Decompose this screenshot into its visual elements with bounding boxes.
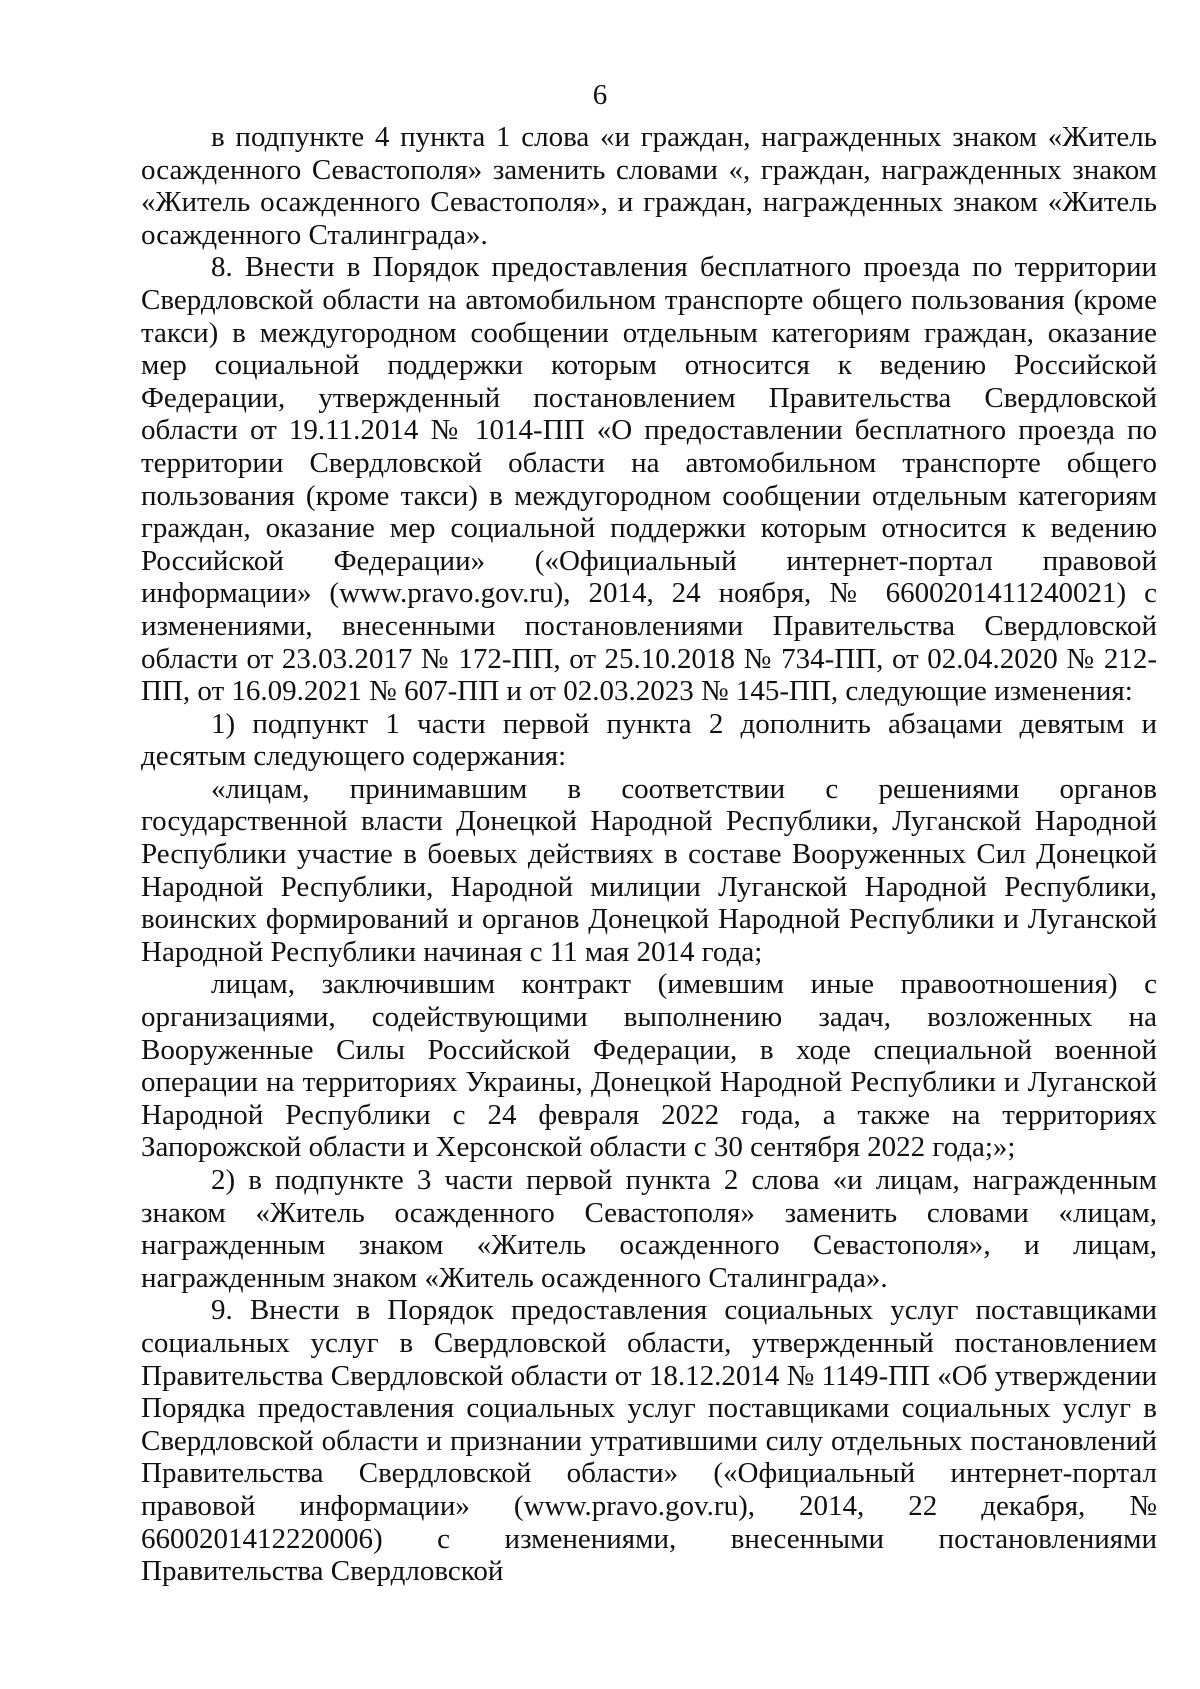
paragraph-change-1: 1) подпункт 1 части первой пункта 2 дополнить абзацами девятым и десятым следующего содержания: [141, 707, 1157, 773]
paragraph-change-2: 2) в подпункте 3 части первой пункта 2 слова «и лицам, награжденным знаком «Житель осажденного Севастополя» заменить словами «лицам, награжденным знаком «Житель осажденного Севастополя», и лицам, награжденным знаком «Житель осажденного Сталинграда». [141, 1164, 1157, 1294]
page-number: 6 [592, 79, 608, 111]
document-body [141, 121, 1157, 1588]
paragraph-item-9: 9. Внести в Порядок предоставления социальных услуг поставщиками социальных услуг в Свердловской области, утвержденный постановлением Правительства Свердловской области от 18.12.2014 № 1149-ПП «Об утверждении Порядка предоставления социальных услуг поставщиками социальных услуг в Свердловской области и признании утратившими силу отдельных постановлений Правительства Свердловской области» («Официальный интернет-портал правовой информации» (www.pravo.gov.ru), 2014, 22 декабря, № 6600201412220006) с изменениями, внесенными постановлениями Правительства Свердловской [141, 1294, 1157, 1588]
paragraph-subpoint-4-amendment: в подпункте 4 пункта 1 слова «и граждан, награжденных знаком «Житель осажденного Севастополя» заменить словами «, граждан, награжденных знаком «Житель осажденного Севастополя», и граждан, награжденных знаком «Житель осажденного Сталинграда». [141, 121, 1157, 251]
paragraph-item-8: 8. Внести в Порядок предоставления бесплатного проезда по территории Свердловской области на автомобильном транспорте общего пользования (кроме такси) в междугородном сообщении отдельным категориям граждан, оказание мер социальной поддержки которым относится к ведению Российской Федерации, утвержденный постановлением Правительства Свердловской области от 19.11.2014 № 1014-ПП «О предоставлении бесплатного проезда по территории Свердловской области на автомобильном транспорте общего пользования (кроме такси) в междугородном сообщении отдельным категориям граждан, оказание мер социальной поддержки которым относится к ведению Российской Федерации» («Официальный интернет-портал правовой информации» (www.pravo.gov.ru), 2014, 24 ноября, № 6600201411240021) с изменениями, внесенными постановлениями Правительства Свердловской области от 23.03.2017 № 172-ПП, от 25.10.2018 № 734-ПП, от 02.04.2020 № 212-ПП, от 16.09.2021 № 607-ПП и от 02.03.2023 № 145-ПП, следующие изменения: [141, 251, 1157, 708]
paragraph-quoted-ninth: «лицам, принимавшим в соответствии с решениями органов государственной власти Донецкой Народной Республики, Луганской Народной Республики участие в боевых действиях в составе Вооруженных Сил Донецкой Народной Республики, Народной милиции Луганской Народной Республики, воинских формирований и органов Донецкой Народной Республики и Луганской Народной Республики начиная с 11 мая 2014 года; [141, 772, 1157, 968]
paragraph-quoted-tenth: лицам, заключившим контракт (имевшим иные правоотношения) с организациями, содействующими выполнению задач, возложенных на Вооруженные Силы Российской Федерации, в ходе специальной военной операции на территориях Украины, Донецкой Народной Республики и Луганской Народной Республики с 24 февраля 2022 года, а также на территориях Запорожской области и Херсонской области с 30 сентября 2022 года;»; [141, 968, 1157, 1164]
